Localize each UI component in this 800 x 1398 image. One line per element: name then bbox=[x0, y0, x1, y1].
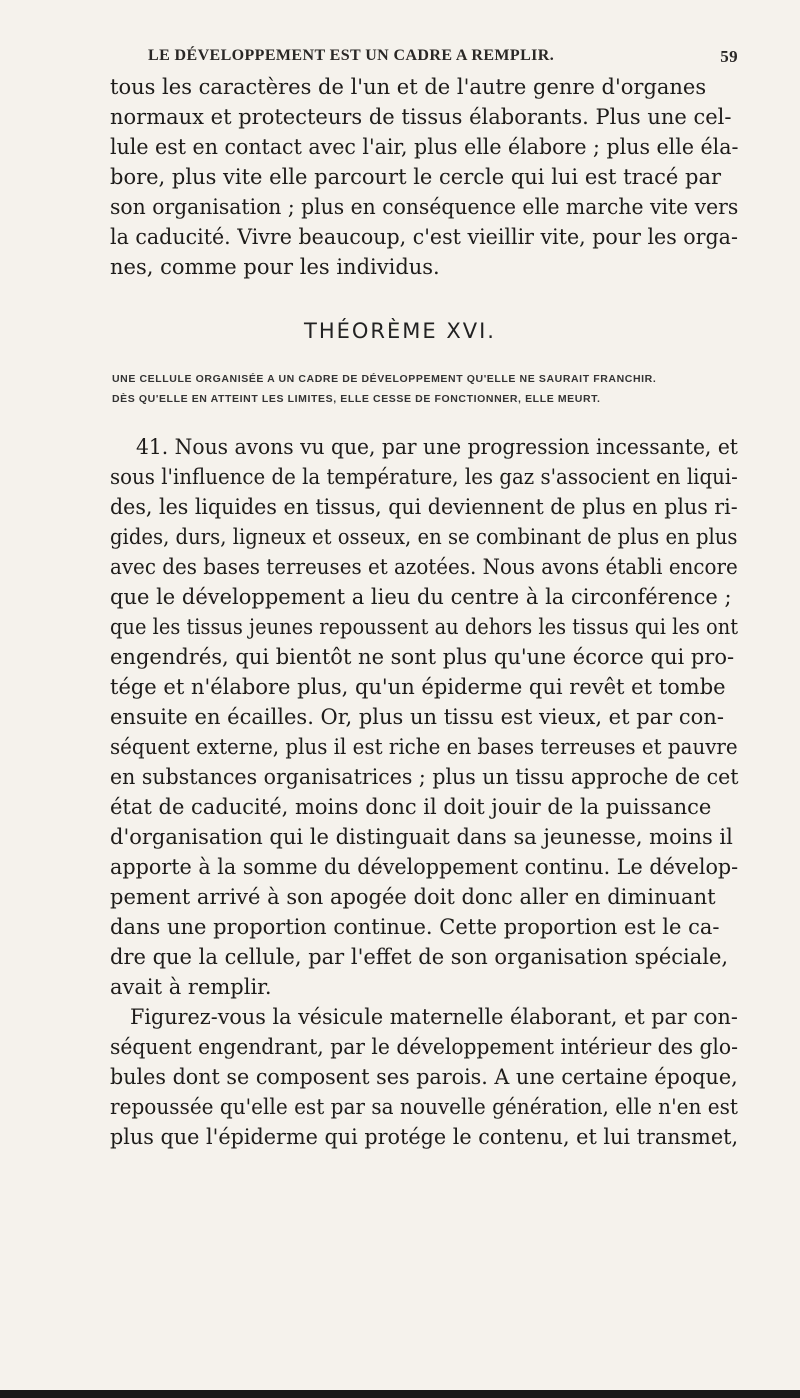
text-line: nes, comme pour les individus. bbox=[110, 255, 440, 279]
text-line: engendrés, qui bientôt ne sont plus qu'une écorce qui pro- bbox=[110, 645, 735, 669]
text-line: séquent externe, plus il est riche en bases terreuses et pauvre bbox=[110, 735, 738, 759]
text-line: que le développement a lieu du centre à la circonférence ; bbox=[110, 585, 732, 609]
text-line: tége et n'élabore plus, qu'un épiderme qui revêt et tombe bbox=[110, 675, 726, 699]
text-line: des, les liquides en tissus, qui deviennent de plus en plus ri- bbox=[110, 495, 738, 519]
text-line: normaux et protecteurs de tissus élaborants. Plus une cel- bbox=[110, 105, 732, 129]
text-line: d'organisation qui le distinguait dans sa jeunesse, moins il bbox=[110, 825, 733, 849]
text-line: bore, plus vite elle parcourt le cercle qui lui est tracé par bbox=[110, 165, 722, 189]
text-line: que les tissus jeunes repoussent au dehors les tissus qui les ont bbox=[110, 615, 739, 639]
text-line: en substances organisatrices ; plus un tissu approche de cet bbox=[110, 765, 739, 789]
text-line: avait à remplir. bbox=[110, 975, 272, 999]
text-line: état de caducité, moins donc il doit jouir de la puissance bbox=[110, 795, 712, 819]
running-head bbox=[148, 47, 738, 71]
text-line: avec des bases terreuses et azotées. Nous avons établi encore bbox=[110, 555, 738, 579]
text-line: son organisation ; plus en conséquence elle marche vite vers bbox=[110, 195, 739, 219]
text-line: plus que l'épiderme qui protége le contenu, et lui transmet, bbox=[110, 1125, 739, 1149]
text-line: séquent engendrant, par le développement intérieur des glo- bbox=[110, 1035, 738, 1059]
text-line: tous les caractères de l'un et de l'autre genre d'organes bbox=[110, 75, 707, 99]
text-line: repoussée qu'elle est par sa nouvelle génération, elle n'en est bbox=[110, 1095, 738, 1119]
text-line: bules dont se composent ses parois. A une certaine époque, bbox=[110, 1065, 738, 1089]
text-line: dans une proportion continue. Cette proportion est le ca- bbox=[110, 915, 720, 939]
text-line: lule est en contact avec l'air, plus elle élabore ; plus elle éla- bbox=[110, 135, 739, 159]
text-line: ensuite en écailles. Or, plus un tissu est vieux, et par con- bbox=[110, 705, 724, 729]
text-line: pement arrivé à son apogée doit donc aller en diminuant bbox=[110, 885, 716, 909]
text-line: 41. Nous avons vu que, par une progression incessante, et bbox=[136, 435, 738, 459]
text-line: apporte à la somme du développement continu. Le dévelop- bbox=[110, 855, 739, 879]
text-line: dre que la cellule, par l'effet de son organisation spéciale, bbox=[110, 945, 729, 969]
page-number: 59 bbox=[720, 47, 738, 66]
text-line: la caducité. Vivre beaucoup, c'est vieillir vite, pour les orga- bbox=[110, 225, 738, 249]
theorem-statement-line: UNE CELLULE ORGANISÉE A UN CADRE DE DÉVELOPPEMENT QU'ELLE NE SAURAIT FRANCHIR. bbox=[112, 373, 657, 385]
page-bottom-edge bbox=[0, 1390, 800, 1398]
theorem-title: THÉORÈME XVI. bbox=[304, 319, 496, 343]
text-line: Figurez-vous la vésicule maternelle élaborant, et par con- bbox=[130, 1005, 738, 1029]
text-line: sous l'influence de la température, les gaz s'associent en liqui- bbox=[110, 465, 738, 489]
running-title: LE DÉVELOPPEMENT EST UN CADRE A REMPLIR. bbox=[148, 47, 555, 64]
theorem-statement-line: DÈS QU'ELLE EN ATTEINT LES LIMITES, ELLE CESSE DE FONCTIONNER, ELLE MEURT. bbox=[112, 393, 601, 405]
text-line: gides, durs, ligneux et osseux, en se combinant de plus en plus bbox=[110, 525, 738, 549]
